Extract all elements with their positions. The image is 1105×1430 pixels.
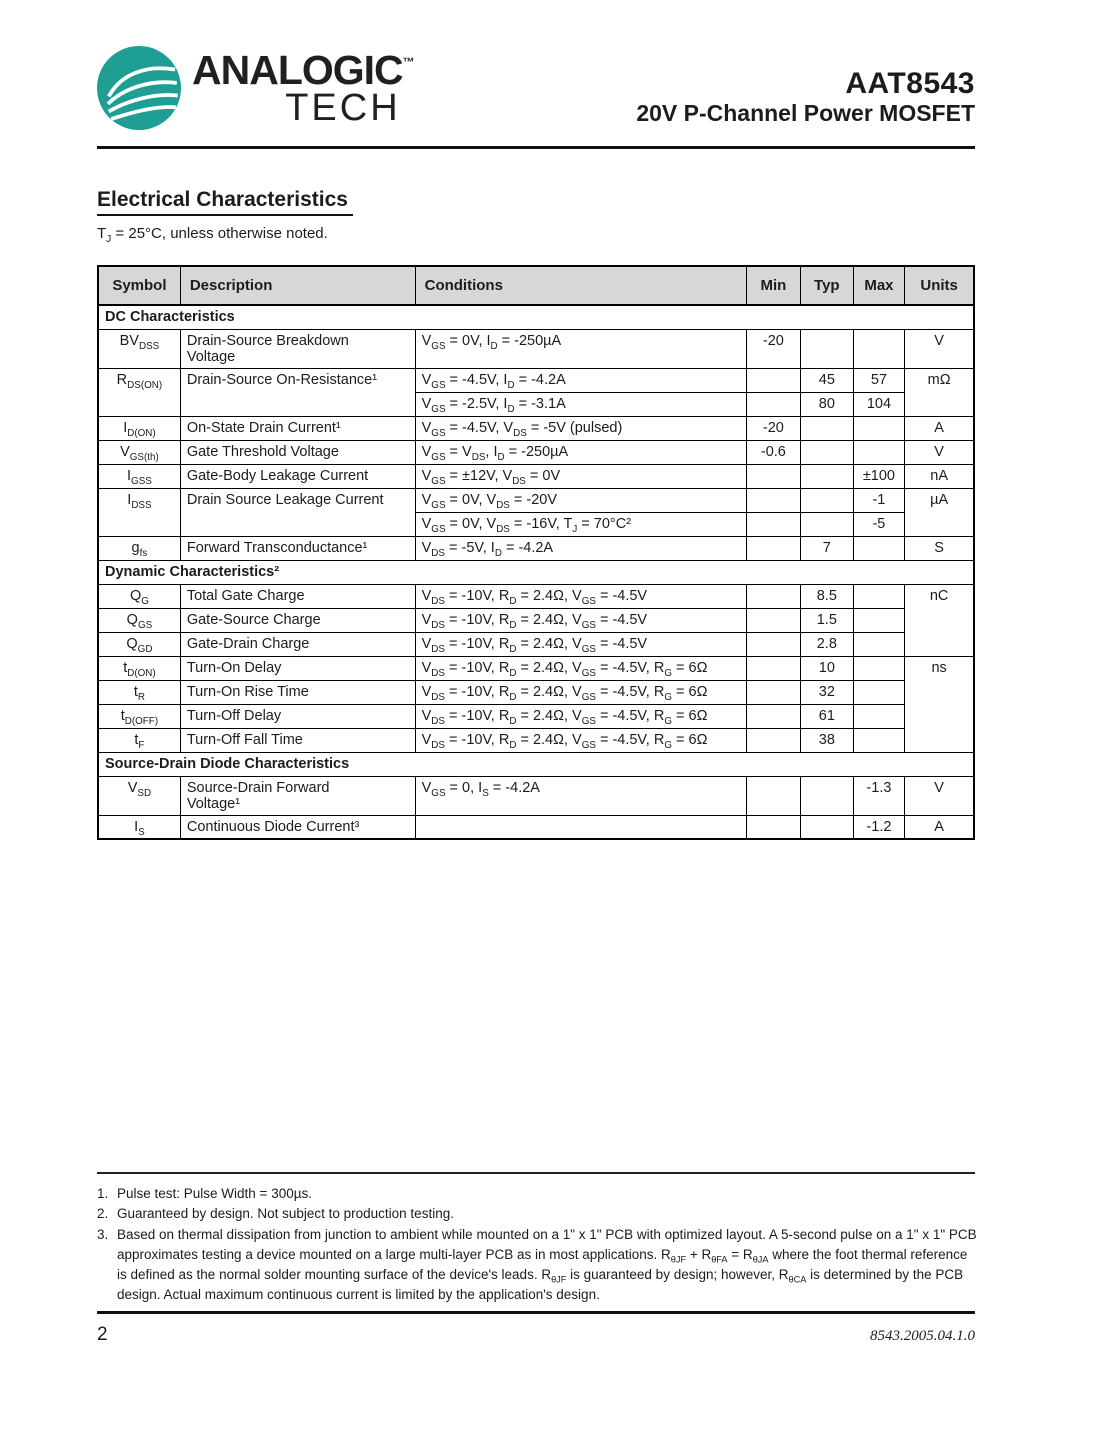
section-header: DC Characteristics <box>98 305 974 329</box>
section-header: Dynamic Characteristics² <box>98 560 974 584</box>
cell-sym: $t_R$ <box>98 680 180 704</box>
trademark-symbol: ™ <box>402 55 415 69</box>
cell-desc: Gate-Source Charge <box>180 608 415 632</box>
table-body <box>98 305 974 839</box>
cell-sym: $Q_{GD}$ <box>98 632 180 656</box>
cell-num <box>853 680 905 704</box>
cell-sym: $I_{GSS}$ <box>98 464 180 488</box>
cell-cond: $V_{GS} = 0V$, $I_D = -250\mu A$ <box>415 329 746 368</box>
cell-num: -5 <box>853 512 905 536</box>
cell-cond: $V_{DS} = -5V$, $I_D = -4.2A$ <box>415 536 746 560</box>
electrical-characteristics-table <box>97 265 975 840</box>
cell-sym: $V_{SD}$ <box>98 776 180 815</box>
cell-num <box>801 464 854 488</box>
column-header-conditions: Conditions <box>415 266 746 305</box>
cell-num: -20 <box>746 416 800 440</box>
cell-num <box>801 815 854 839</box>
cell-unit: nC <box>905 584 974 656</box>
cell-unit: mΩ <box>905 368 974 416</box>
table-header <box>98 266 974 305</box>
cell-desc: Turn-On Rise Time <box>180 680 415 704</box>
cell-num <box>746 512 800 536</box>
footnote-text: Based on thermal dissipation from junction to ambient while mounted on a 1" x 1" PCB with optimized layout. A 5-second pulse on a 1" x 1" PCB approximates testing a device mounted on a large multi-layer PCB as in most applications. $R_{\theta JF} + R_{\theta FA} = R_{\theta JA}$ where the foot thermal reference is defined as the normal solder mounting surface of the device's leads. $R_{\theta JF}$ is guaranteed by design; however, $R_{\theta CA}$ is determined by the PCB design. Actual maximum continuous current is limited by the application's design. <box>117 1226 977 1303</box>
column-header-typ: Typ <box>801 266 854 305</box>
cell-num: 45 <box>801 368 854 392</box>
cell-sym: $t_{D(OFF)}$ <box>98 704 180 728</box>
product-subtitle: 20V P-Channel Power MOSFET <box>636 99 975 126</box>
column-header-max: Max <box>853 266 905 305</box>
cell-num <box>746 656 800 680</box>
cell-num: -20 <box>746 329 800 368</box>
column-header-symbol: Symbol <box>98 266 180 305</box>
cell-cond: $V_{DS} = -10V$, $R_D = 2.4\Omega$, $V_{GS} = -4.5V$, $R_G = 6\Omega$ <box>415 680 746 704</box>
cell-cond: $V_{GS} = -2.5V$, $I_D = -3.1A$ <box>415 392 746 416</box>
cell-num: 61 <box>801 704 854 728</box>
cell-desc: Drain Source Leakage Current <box>180 488 415 536</box>
cell-num <box>746 632 800 656</box>
cell-desc: On-State Drain Current¹ <box>180 416 415 440</box>
cell-num <box>853 584 905 608</box>
cell-num <box>746 728 800 752</box>
footnote-text: Pulse test: Pulse Width = 300µs. <box>117 1186 312 1201</box>
brand-name-bottom: TECH <box>285 87 401 129</box>
cell-unit: S <box>905 536 974 560</box>
brand-wordmark <box>192 47 415 129</box>
cell-num <box>853 440 905 464</box>
cell-desc: Drain-Source Breakdown Voltage <box>180 329 415 368</box>
brand-logo <box>97 46 415 130</box>
cell-sym: $Q_{GS}$ <box>98 608 180 632</box>
cell-num: 104 <box>853 392 905 416</box>
cell-num <box>801 440 854 464</box>
cell-num <box>801 776 854 815</box>
cell-desc: Turn-Off Delay <box>180 704 415 728</box>
cell-num <box>746 464 800 488</box>
cell-cond: $V_{DS} = -10V$, $R_D = 2.4\Omega$, $V_{GS} = -4.5V$, $R_G = 6\Omega$ <box>415 656 746 680</box>
section-header: Source-Drain Diode Characteristics <box>98 752 974 776</box>
cell-desc: Turn-Off Fall Time <box>180 728 415 752</box>
cell-num <box>801 488 854 512</box>
cell-num <box>746 680 800 704</box>
cell-cond <box>415 815 746 839</box>
cell-unit: nA <box>905 464 974 488</box>
footnote-item <box>97 1184 979 1204</box>
cell-num: 1.5 <box>801 608 854 632</box>
cell-cond: $V_{GS} = 0V$, $V_{DS} = -20V$ <box>415 488 746 512</box>
cell-num: 32 <box>801 680 854 704</box>
cell-num: 7 <box>801 536 854 560</box>
footnote-item <box>97 1225 979 1306</box>
cell-num: ±100 <box>853 464 905 488</box>
cell-num <box>853 608 905 632</box>
cell-unit: µA <box>905 488 974 536</box>
cell-num <box>746 608 800 632</box>
cell-num <box>746 584 800 608</box>
cell-num <box>746 368 800 392</box>
cell-sym: $BV_{DSS}$ <box>98 329 180 368</box>
cell-num <box>853 704 905 728</box>
cell-desc: Drain-Source On-Resistance¹ <box>180 368 415 416</box>
brand-name-top <box>192 47 415 93</box>
cell-unit: A <box>905 416 974 440</box>
part-number: AAT8543 <box>845 66 975 100</box>
cell-cond: $V_{DS} = -10V$, $R_D = 2.4\Omega$, $V_{GS} = -4.5V$, $R_G = 6\Omega$ <box>415 704 746 728</box>
cell-cond: $V_{DS} = -10V$, $R_D = 2.4\Omega$, $V_{GS} = -4.5V$ <box>415 608 746 632</box>
cell-num <box>746 392 800 416</box>
cell-num: 38 <box>801 728 854 752</box>
cell-num: 10 <box>801 656 854 680</box>
masthead <box>97 46 975 130</box>
cell-num <box>746 815 800 839</box>
analogictech-logo-icon <box>97 46 181 130</box>
footnotes-divider <box>97 1172 975 1174</box>
cell-num <box>853 536 905 560</box>
cell-sym: $Q_G$ <box>98 584 180 608</box>
cell-desc: Continuous Diode Current³ <box>180 815 415 839</box>
cell-num: 2.8 <box>801 632 854 656</box>
page-title: Electrical Characteristics <box>97 188 353 216</box>
cell-num: 80 <box>801 392 854 416</box>
footnotes-list <box>97 1184 979 1306</box>
cell-num <box>853 416 905 440</box>
cell-num: -1.3 <box>853 776 905 815</box>
cell-num <box>746 536 800 560</box>
cell-num <box>853 656 905 680</box>
cell-cond: $V_{DS} = -10V$, $R_D = 2.4\Omega$, $V_{GS} = -4.5V$ <box>415 632 746 656</box>
cell-num: -1.2 <box>853 815 905 839</box>
cell-cond: $V_{DS} = -10V$, $R_D = 2.4\Omega$, $V_{GS} = -4.5V$, $R_G = 6\Omega$ <box>415 728 746 752</box>
cell-desc: Forward Transconductance¹ <box>180 536 415 560</box>
cell-desc: Turn-On Delay <box>180 656 415 680</box>
cell-desc: Total Gate Charge <box>180 584 415 608</box>
cell-num <box>801 329 854 368</box>
content-area <box>97 188 975 840</box>
cell-num <box>746 776 800 815</box>
footnote-number: 3. <box>97 1226 109 1242</box>
document-titles <box>636 67 975 130</box>
cell-num <box>853 632 905 656</box>
cell-unit: V <box>905 776 974 815</box>
cell-num <box>801 512 854 536</box>
cell-sym: $I_{DSS}$ <box>98 488 180 536</box>
brand-name-text: ANALOGIC <box>192 47 403 93</box>
cell-cond: $V_{DS} = -10V$, $R_D = 2.4\Omega$, $V_{GS} = -4.5V$ <box>415 584 746 608</box>
cell-unit: A <box>905 815 974 839</box>
cell-desc: Gate Threshold Voltage <box>180 440 415 464</box>
column-header-description: Description <box>180 266 415 305</box>
footnote-text: Guaranteed by design. Not subject to production testing. <box>117 1206 454 1222</box>
column-header-min: Min <box>746 266 800 305</box>
document-version: 8543.2005.04.1.0 <box>870 1328 975 1344</box>
cell-unit: V <box>905 440 974 464</box>
cell-cond: $V_{GS} = -4.5V$, $V_{DS} = -5V$ (pulsed) <box>415 416 746 440</box>
cell-num: 8.5 <box>801 584 854 608</box>
cell-sym: $I_{D(ON)}$ <box>98 416 180 440</box>
footnote-number: 2. <box>97 1206 109 1222</box>
footnote-number: 1. <box>97 1186 109 1201</box>
cell-num <box>746 488 800 512</box>
cell-cond: $V_{GS} = -4.5V$, $I_D = -4.2A$ <box>415 368 746 392</box>
cell-desc: Gate-Body Leakage Current <box>180 464 415 488</box>
cell-num: -1 <box>853 488 905 512</box>
cell-sym: $I_S$ <box>98 815 180 839</box>
cell-num <box>746 704 800 728</box>
cell-cond: $V_{GS} = \pm 12V$, $V_{DS} = 0V$ <box>415 464 746 488</box>
cell-num <box>801 416 854 440</box>
cell-desc: Gate-Drain Charge <box>180 632 415 656</box>
cell-num <box>853 329 905 368</box>
page-number: 2 <box>97 1324 108 1345</box>
column-header-units: Units <box>905 266 974 305</box>
footer-divider <box>97 1311 975 1314</box>
footnote-item <box>97 1204 979 1224</box>
cell-unit: V <box>905 329 974 368</box>
cell-cond: $V_{GS} = 0$, $I_S = -4.2A$ <box>415 776 746 815</box>
page-footer <box>97 1324 975 1346</box>
cell-cond: $V_{GS} = V_{DS}$, $I_D = -250\mu A$ <box>415 440 746 464</box>
cell-num: -0.6 <box>746 440 800 464</box>
cell-sym: $g_{fs}$ <box>98 536 180 560</box>
temperature-note: $T_J = 25^\circ C$, unless otherwise noted. <box>97 225 328 245</box>
cell-cond: $V_{GS} = 0V$, $V_{DS} = -16V$, $T_J = 70^\circ C^2$ <box>415 512 746 536</box>
cell-sym: $t_F$ <box>98 728 180 752</box>
cell-num: 57 <box>853 368 905 392</box>
header-divider <box>97 146 975 149</box>
cell-sym: $V_{GS(th)}$ <box>98 440 180 464</box>
cell-num <box>853 728 905 752</box>
cell-desc: Source-Drain Forward Voltage¹ <box>180 776 415 815</box>
cell-sym: $R_{DS(ON)}$ <box>98 368 180 416</box>
cell-sym: $t_{D(ON)}$ <box>98 656 180 680</box>
cell-unit: ns <box>905 656 974 752</box>
